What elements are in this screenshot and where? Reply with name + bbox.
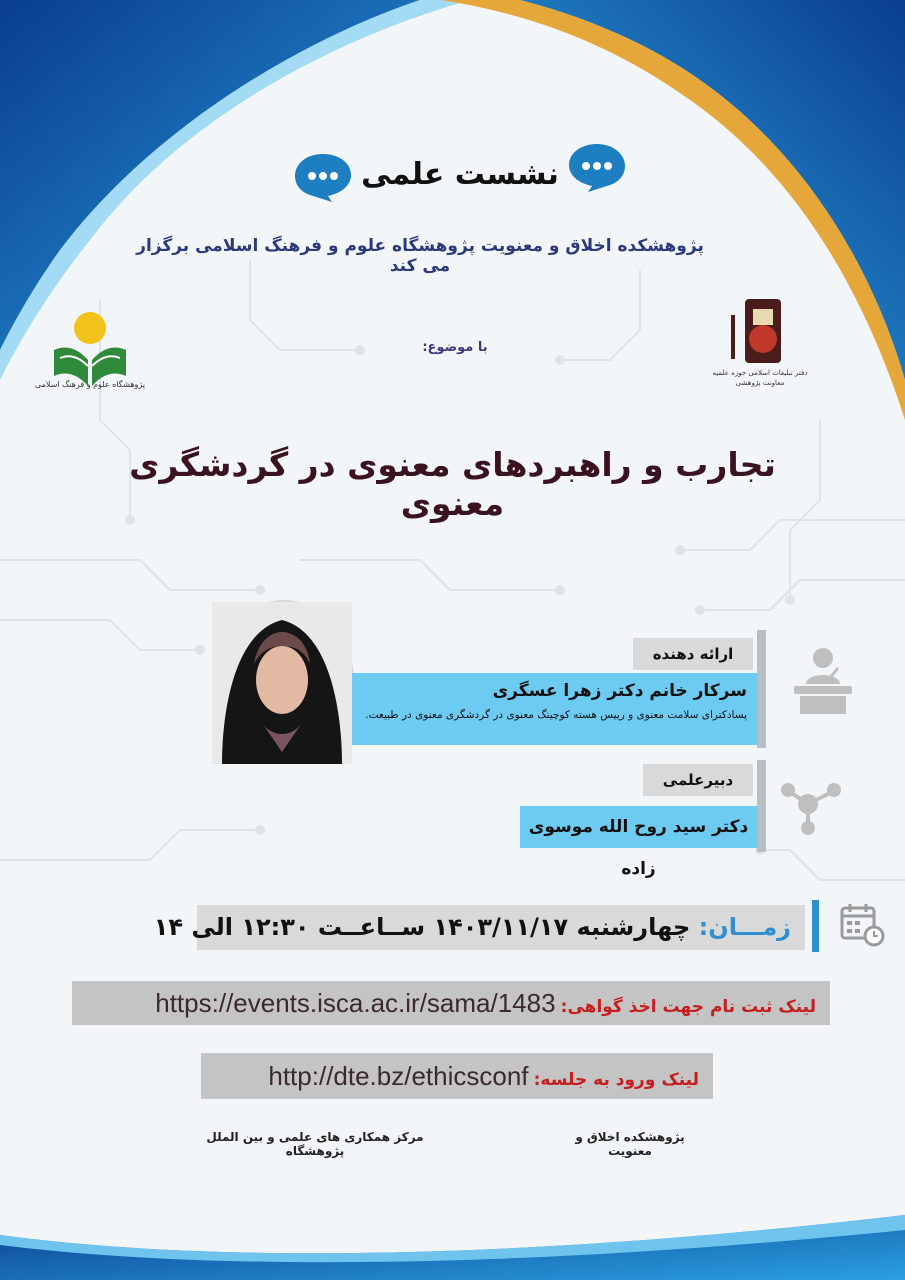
event-title: نشست علمی: [361, 157, 559, 192]
time-value: چهارشنبه ۱۴۰۳/۱۱/۱۷ ســاعــت ۱۲:۳۰ الی ۱۴: [153, 913, 691, 941]
registration-label: لینک ثبت نام جهت اخذ گواهی:: [560, 997, 816, 1017]
institute-logo-caption: پژوهشگاه علوم و فرهنگ اسلامی: [34, 380, 146, 389]
session-label: لینک ورود به جلسه:: [533, 1070, 699, 1090]
session-url[interactable]: http://dte.bz/ethicsconf: [268, 1061, 529, 1091]
office-logo: [725, 295, 795, 370]
office-logo-caption: دفتر تبلیغات اسلامی حوزه علمیه معاونت پژوهشی: [712, 369, 808, 387]
secretary-name: دکتر سید روح الله موسوی زاده: [520, 806, 757, 848]
network-icon: [776, 770, 850, 844]
chat-bubble-icon: [292, 150, 354, 204]
presenter-name: سرکار خانم دکتر زهرا عسگری: [492, 681, 747, 701]
session-link-box: [201, 1053, 713, 1099]
secretary-tag: دبیرعلمی: [643, 764, 753, 796]
footer-organizer-left: مرکز همکاری های علمی و بین الملل پژوهشگاه: [206, 1130, 424, 1158]
presenter-info-box: [352, 673, 757, 745]
chat-bubble-icon: [566, 140, 628, 194]
registration-url[interactable]: https://events.isca.ac.ir/sama/1483: [155, 988, 556, 1018]
subject-label: با موضوع:: [422, 340, 488, 355]
secretary-bar: [757, 760, 766, 852]
time-label: زمـــان:: [698, 913, 791, 941]
footer-organizer-right: پژوهشکده اخلاق و معنویت: [575, 1130, 685, 1158]
time-bar: [812, 900, 819, 952]
presenter-bar: [757, 630, 766, 748]
time-box: [153, 905, 805, 950]
presenter-photo: [214, 600, 354, 762]
organizer-line: پژوهشکده اخلاق و معنویت پژوهشگاه علوم و فرهنگ اسلامی برگزار می کند: [136, 236, 704, 276]
presenter-tag: ارائه دهنده: [633, 638, 753, 670]
calendar-clock-icon: [836, 900, 886, 950]
topic-title: تجارب و راهبردهای معنوی در گردشگری معنوی: [129, 445, 776, 523]
registration-link-box: [72, 981, 830, 1025]
presenter-description: پسادکترای سلامت معنوی و رییس هسته کوچینگ معنوی در گردشگری معنوی در طبیعت.: [365, 709, 747, 721]
speaker-podium-icon: [786, 644, 860, 718]
